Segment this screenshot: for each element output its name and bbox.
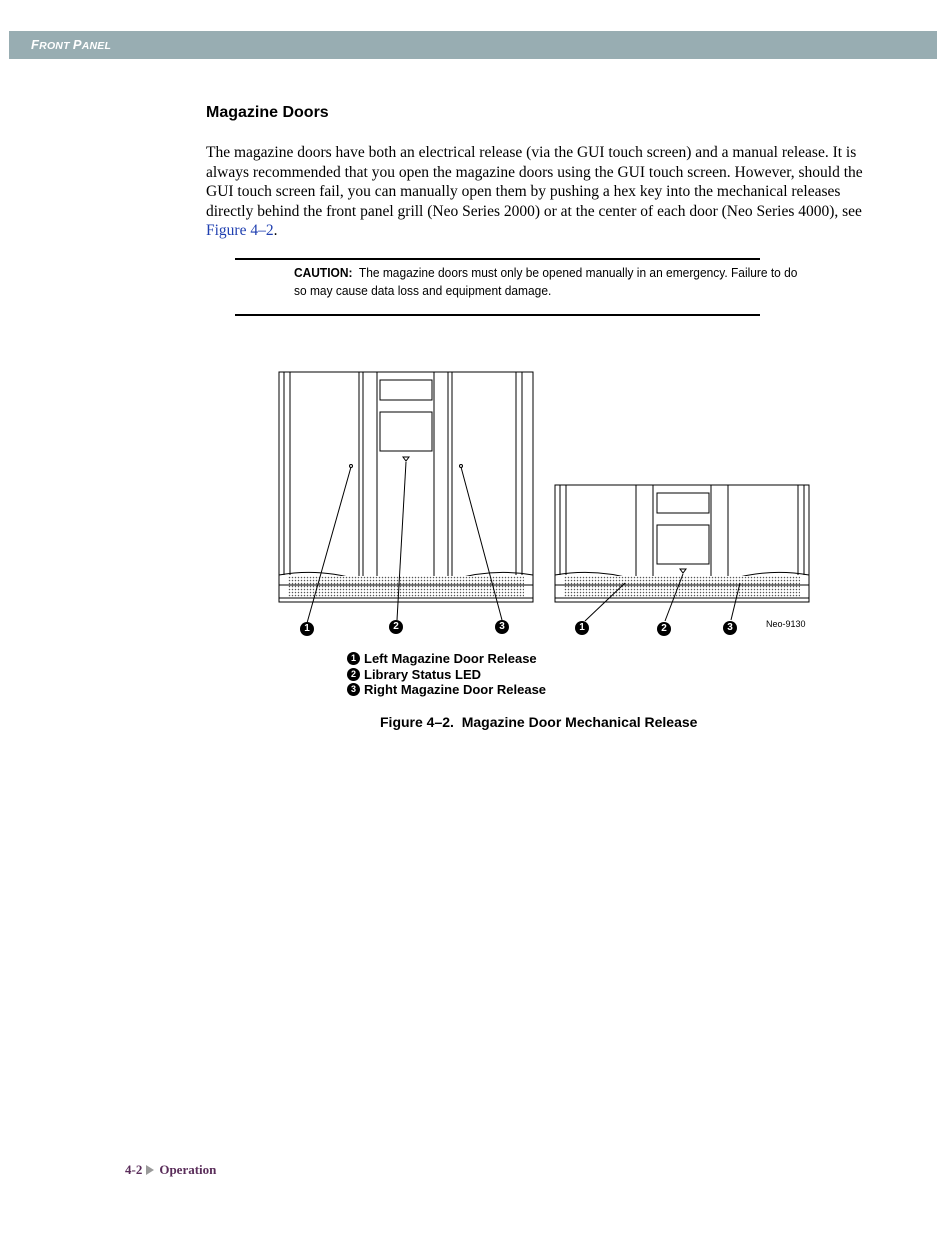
caution-text: The magazine doors must only be opened manually in an emergency. Failure to do so may cause data loss and equipment damage.: [294, 265, 798, 298]
header-initial-2: P: [72, 37, 82, 52]
legend-text: Library Status LED: [364, 666, 482, 682]
paragraph-end: .: [273, 222, 278, 239]
running-header: [31, 37, 111, 52]
legend-text: Left Magazine Door Release: [364, 651, 537, 666]
header-initial: F: [31, 37, 40, 52]
caution-note: [294, 264, 809, 300]
legend-number: 3: [347, 683, 360, 696]
header-smallcaps-2: ANEL: [81, 40, 112, 52]
figure-id: Neo-9130: [766, 619, 806, 629]
neo-2000-library: [555, 485, 809, 602]
page-footer: [125, 1162, 216, 1178]
header-bar: [9, 31, 937, 59]
legend-number: 2: [347, 668, 360, 681]
magazine-door-illustration: [270, 365, 830, 645]
neo-4000-library: [279, 372, 533, 602]
paragraph-text: The magazine doors have both an electrical release (via the GUI touch screen) and a manual release. It is always recommended that you open the magazine doors using the GUI touch screen. However, should the GUI touch screen fail, you can manually open them by pushing a hex key into the mechanical releases directly behind the front panel grill (Neo Series 2000) or at the center of each door (Neo Series 4000), see: [206, 144, 863, 220]
caution-label: CAUTION:: [294, 265, 353, 280]
body-paragraph: [206, 143, 886, 241]
callout-3-right: 3: [723, 621, 737, 635]
callout-3-left: 3: [495, 620, 509, 634]
legend-item: [347, 651, 546, 667]
callout-2-left: 2: [389, 620, 403, 634]
figure-link[interactable]: Figure 4–2: [206, 222, 274, 239]
figure-legend: [347, 651, 546, 698]
legend-item: [347, 667, 546, 683]
page-number: 4-2: [125, 1162, 143, 1177]
legend-number: 1: [347, 652, 360, 665]
legend-item: [347, 682, 546, 698]
triangle-right-icon: [146, 1165, 154, 1175]
callout-1-left: 1: [300, 622, 314, 636]
section-title: Magazine Doors: [206, 104, 329, 121]
legend-text: Right Magazine Door Release: [364, 682, 547, 697]
header-smallcaps: RONT: [39, 40, 73, 52]
figure-caption: Figure 4–2. Magazine Door Mechanical Release: [380, 714, 698, 730]
callout-1-right: 1: [575, 621, 589, 635]
callout-2-right: 2: [657, 622, 671, 636]
chapter-name: Operation: [159, 1162, 217, 1177]
